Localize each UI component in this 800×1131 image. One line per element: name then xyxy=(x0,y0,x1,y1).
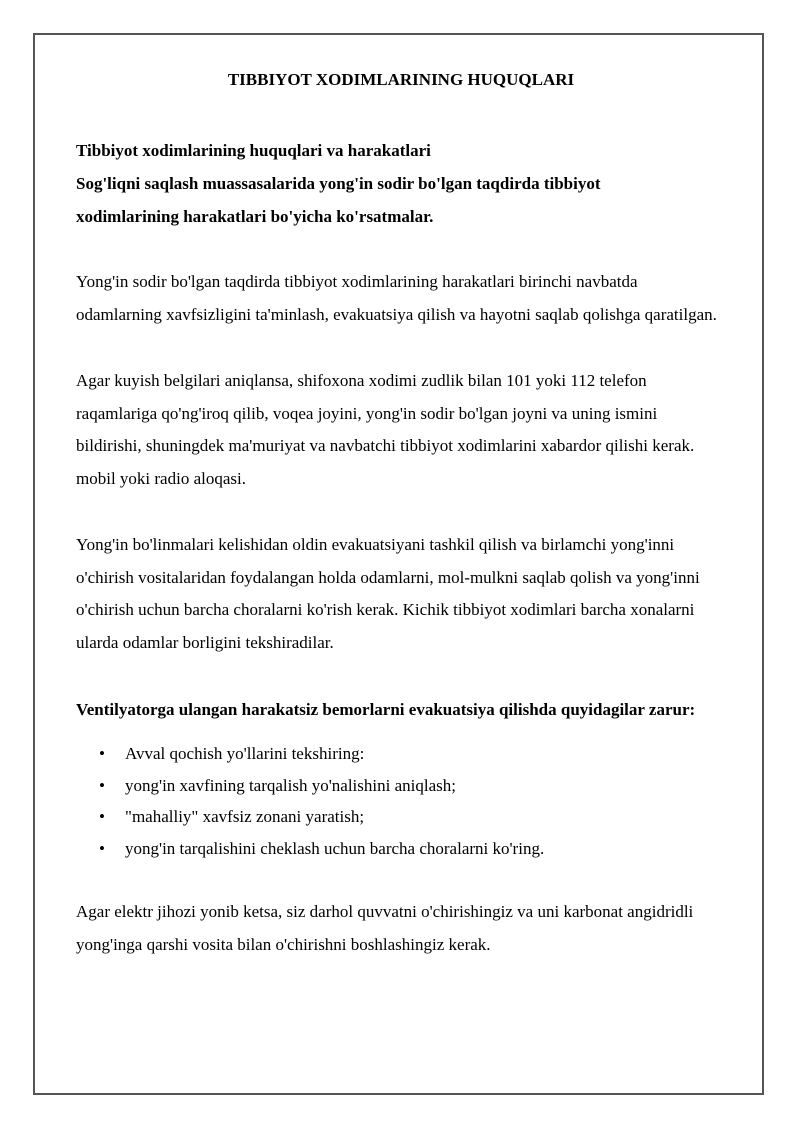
list-item-text: yong'in xavfining tarqalish yo'nalishini aniqlash; xyxy=(125,775,456,795)
bullet-icon: • xyxy=(99,744,105,763)
list-item xyxy=(76,738,726,770)
paragraph: Yong'in bo'linmalari kelishidan oldin evakuatsiyani tashkil qilish va birlamchi yong'inni o'chirish vositalaridan foydalangan holda odamlarni, mol-mulkni saqlab qolish va yong'inni o'chirish uchun barcha choralarni ko'rish kerak. Kichik tibbiyot xodimlari barcha xonalarni ularda odamlar borligini tekshiradilar. xyxy=(76,535,700,652)
bullet-icon: • xyxy=(99,775,105,795)
document-body xyxy=(76,70,726,961)
heading-line: xodimlarining harakatlari bo'yicha ko'rsatmalar. xyxy=(76,207,434,226)
list-item-text: Avval qochish yo'llarini tekshiring: xyxy=(125,744,365,763)
heading-line: Sog'liqni saqlash muassasalarida yong'in sodir bo'lgan taqdirda tibbiyot xyxy=(76,174,601,193)
list-item xyxy=(76,801,726,833)
list-item-text: yong'in tarqalishini cheklash uchun barcha choralarni ko'ring. xyxy=(125,838,545,858)
bullet-icon: • xyxy=(99,807,105,826)
paragraph: Agar kuyish belgilari aniqlansa, shifoxona xodimi zudlik bilan 101 yoki 112 telefon raqamlariga qo'ng'iroq qilib, voqea joyini, yong'in sodir bo'lgan joyni va uning ismini bildirishi, shuningdek ma'muriyat va navbatchi tibbiyot xodimlarini xabardor qilishi kerak. mobil yoki radio aloqasi. xyxy=(76,371,695,488)
list-item-text: "mahalliy" xavfsiz zonani yaratish; xyxy=(125,807,365,826)
heading-line: Tibbiyot xodimlarining huquqlari va harakatlari xyxy=(76,141,431,160)
list-item xyxy=(76,770,726,802)
closing-paragraph: Agar elektr jihozi yonib ketsa, siz darhol quvvatni o'chirishingiz va uni karbonat angidridli yong'inga qarshi vosita bilan o'chirishni boshlashingiz kerak. xyxy=(76,902,694,954)
bullet-list xyxy=(76,738,726,864)
subheading: Ventilyatorga ulangan harakatsiz bemorlarni evakuatsiya qilishda quyidagilar zarur: xyxy=(76,700,696,719)
bullet-icon: • xyxy=(99,838,105,858)
paragraph: Yong'in sodir bo'lgan taqdirda tibbiyot xodimlarining harakatlari birinchi navbatda odamlarning xavfsizligini ta'minlash, evakuatsiya qilish va hayotni saqlab qolishga qaratilgan. xyxy=(76,272,717,324)
list-item xyxy=(76,833,726,865)
heading-block xyxy=(76,134,726,233)
document-title: TIBBIYOT XODIMLARINING HUQUQLARI xyxy=(227,70,575,89)
